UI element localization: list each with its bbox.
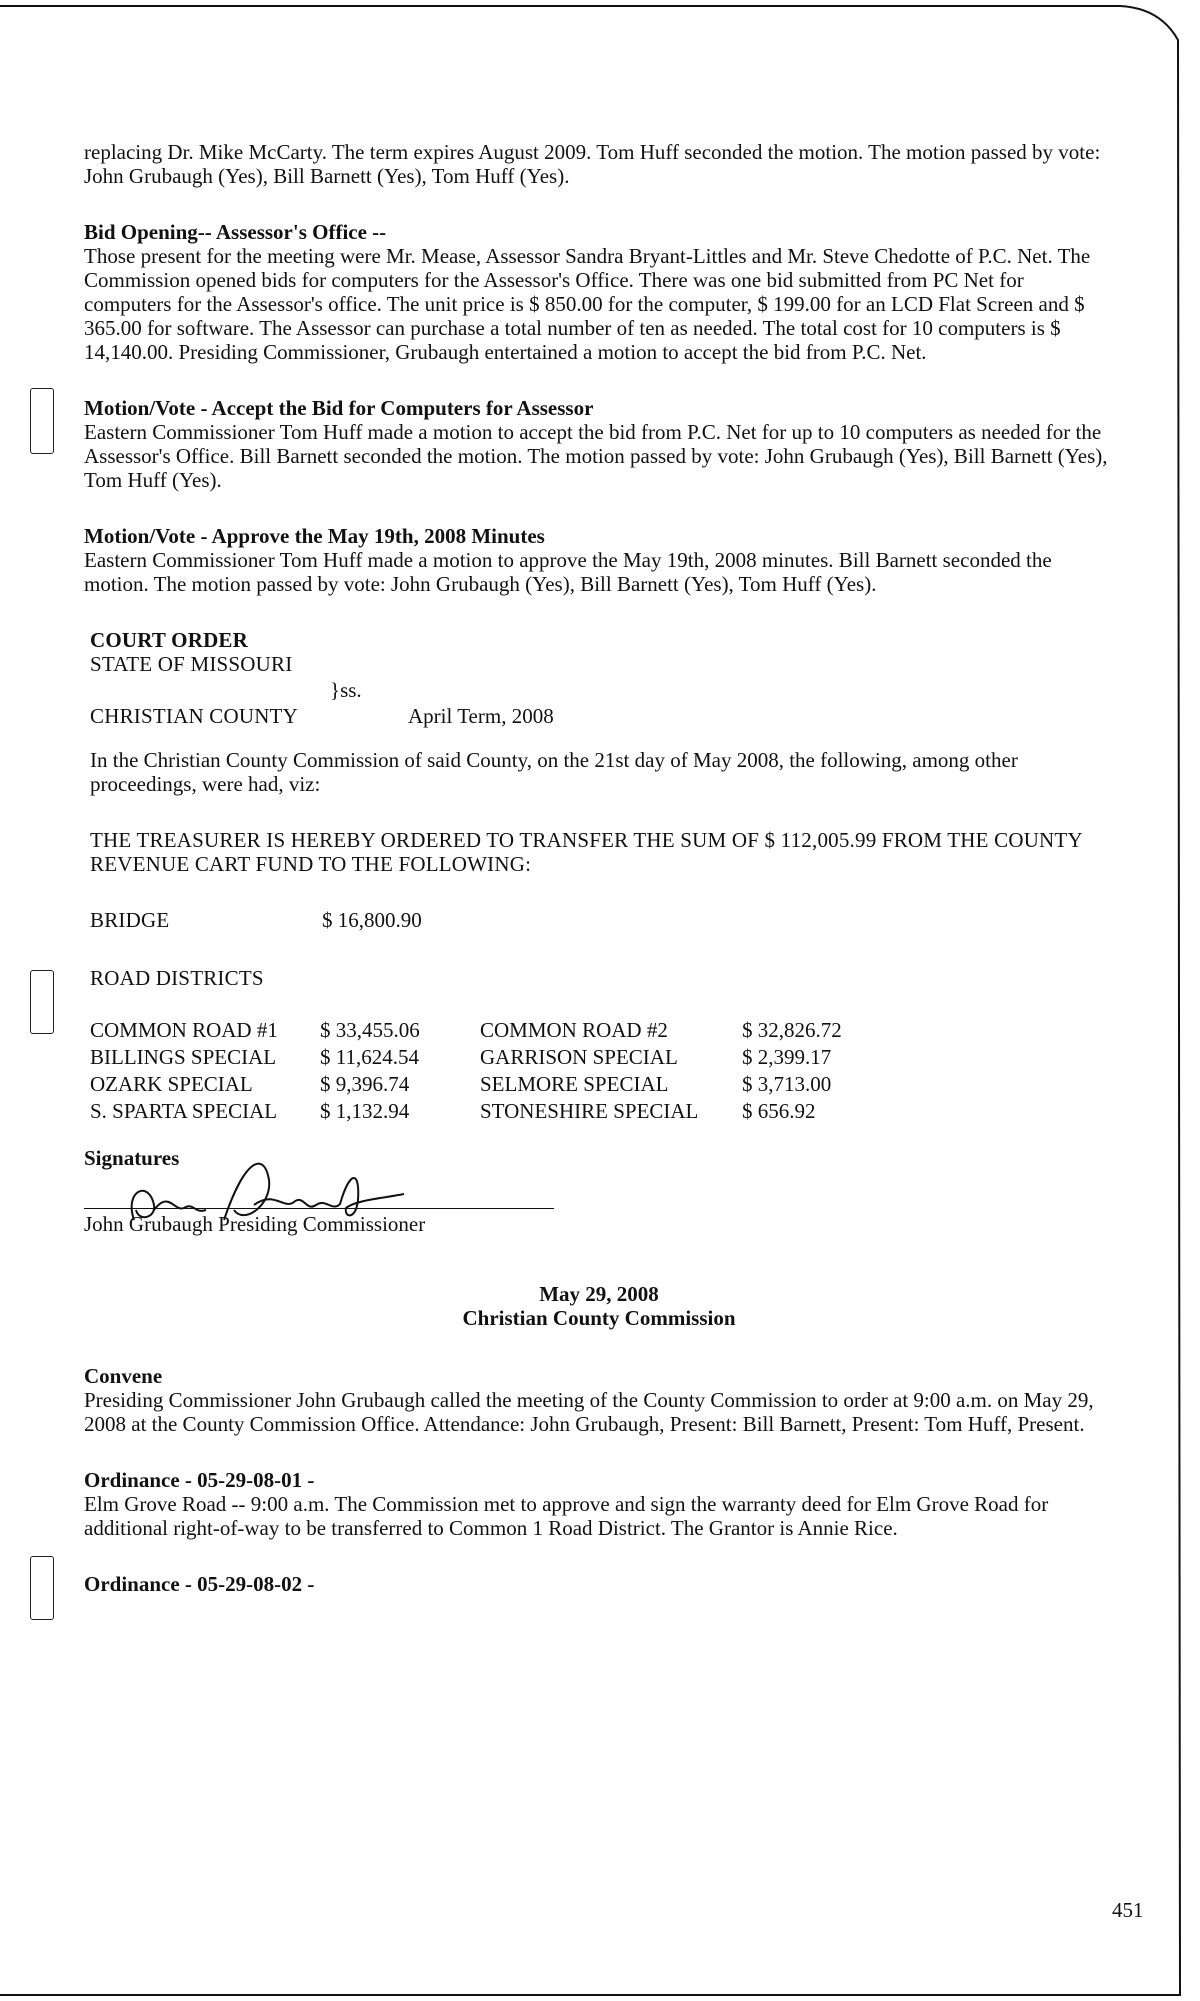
district-name: BILLINGS SPECIAL [90,1045,277,1069]
district-amount: $ 32,826.72 [742,1018,842,1042]
section-body: Eastern Commissioner Tom Huff made a motion to accept the bid from P.C. Net for up to 10 computers as needed for the Assessor's Office. Bill Barnett seconded the motion. The motion passed by vote: John Grubaugh (Yes), Bill Barnett (Yes), Tom Huff (Yes). [84,420,1108,492]
section-bid-opening [84,220,1114,364]
section-convene [84,1364,1114,1436]
court-order [90,628,1114,1126]
court-order-intro: In the Christian County Commission of said County, on the 21st day of May 2008, the following, among other proceedings, were had, viz: [90,748,1018,796]
section-body: Eastern Commissioner Tom Huff made a motion to approve the May 19th, 2008 minutes. Bill Barnett seconded the motion. The motion passed by vote: John Grubaugh (Yes), Bill Barnett (Yes), Tom Huff (Yes). [84,548,1052,596]
district-name: COMMON ROAD #2 [480,1018,668,1042]
court-order-heading: COURT ORDER [90,628,249,652]
section-ordinance-1 [84,1468,1114,1540]
district-name: GARRISON SPECIAL [480,1045,678,1069]
margin-marker [30,388,54,454]
signature-line [84,1208,554,1209]
section-body: Those present for the meeting were Mr. Mease, Assessor Sandra Bryant-Littles and Mr. Steve Chedotte of P.C. Net. The Commission opened bids for computers for the Assessor's Office. There was one bid submitted from PC Net for computers for the Assessor's office. The unit price is $ 850.00 for the computer, $ 199.00 for an LCD Flat Screen and $ 365.00 for software. The Assessor can purchase a total number of ten as needed. The total cost for 10 computers is $ 14,140.00. Presiding Commissioner, Grubaugh entertained a motion to accept the bid from P.C. Net. [84,244,1091,364]
district-name: OZARK SPECIAL [90,1072,253,1096]
venue-ss: }ss. [330,678,362,702]
table-row [90,1099,852,1126]
section-motion-accept-bid [84,396,1114,492]
section-heading: Motion/Vote - Accept the Bid for Computers for Assessor [84,396,594,420]
paragraph-continuation: replacing Dr. Mike McCarty. The term expires August 2009. Tom Huff seconded the motion. The motion passed by vote: John Grubaugh (Yes), Bill Barnett (Yes), Tom Huff (Yes). [84,140,1101,188]
venue-block [90,652,1114,748]
section-ordinance-2 [84,1572,1114,1596]
table-row [90,1072,852,1099]
district-amount: $ 11,624.54 [320,1045,419,1069]
district-name: COMMON ROAD #1 [90,1018,278,1042]
district-amount: $ 2,399.17 [742,1045,832,1069]
meeting-body-title: Christian County Commission [462,1306,736,1330]
table-row [90,1045,852,1072]
meeting-header [84,1282,1114,1330]
section-motion-approve-minutes [84,524,1114,596]
road-districts-label: ROAD DISTRICTS [90,966,264,990]
section-heading: Bid Opening-- Assessor's Office -- [84,220,387,244]
bridge-amount: $ 16,800.90 [322,908,422,932]
section-body: Presiding Commissioner John Grubaugh called the meeting of the County Commission to order at 9:00 a.m. on May 29, 2008 at the County Commission Office. Attendance: John Grubaugh, Present: Bill Barnett, Present: Tom Huff, Present. [84,1388,1094,1436]
table-row [90,1018,852,1045]
margin-marker [30,970,54,1034]
signer-name: John Grubaugh Presiding Commissioner [84,1212,426,1236]
district-amount: $ 656.92 [742,1099,816,1123]
district-name: STONESHIRE SPECIAL [480,1099,699,1123]
meeting-date: May 29, 2008 [539,1282,659,1306]
bridge-row [90,908,1114,934]
section-heading: Motion/Vote - Approve the May 19th, 2008 Minutes [84,524,545,548]
section-body: Elm Grove Road -- 9:00 a.m. The Commission met to approve and sign the warranty deed for Elm Grove Road for additional right-of-way to be transferred to Common 1 Road District. The Grantor is Annie Rice. [84,1492,1049,1540]
district-amount: $ 3,713.00 [742,1072,832,1096]
court-order-text: THE TREASURER IS HEREBY ORDERED TO TRANSFER THE SUM OF $ 112,005.99 FROM THE COUNTY REVENUE CART FUND TO THE FOLLOWING: [90,828,1083,876]
margin-marker [30,1556,54,1620]
document-body [84,140,1114,1628]
page-number: 451 [1112,1898,1144,1922]
district-name: S. SPARTA SPECIAL [90,1099,278,1123]
venue-term: April Term, 2008 [408,704,554,728]
district-amount: $ 33,455.06 [320,1018,420,1042]
venue-county: CHRISTIAN COUNTY [90,704,298,728]
section-heading: Ordinance - 05-29-08-01 - [84,1468,315,1492]
section-heading: Ordinance - 05-29-08-02 - [84,1572,315,1596]
venue-state: STATE OF MISSOURI [90,652,293,676]
bridge-label: BRIDGE [90,908,170,932]
road-districts-table [90,1018,852,1126]
signature-block [84,1146,1114,1256]
section-heading: Convene [84,1364,163,1388]
district-amount: $ 1,132.94 [320,1099,410,1123]
signatures-label: Signatures [84,1146,180,1170]
district-name: SELMORE SPECIAL [480,1072,669,1096]
district-amount: $ 9,396.74 [320,1072,410,1096]
